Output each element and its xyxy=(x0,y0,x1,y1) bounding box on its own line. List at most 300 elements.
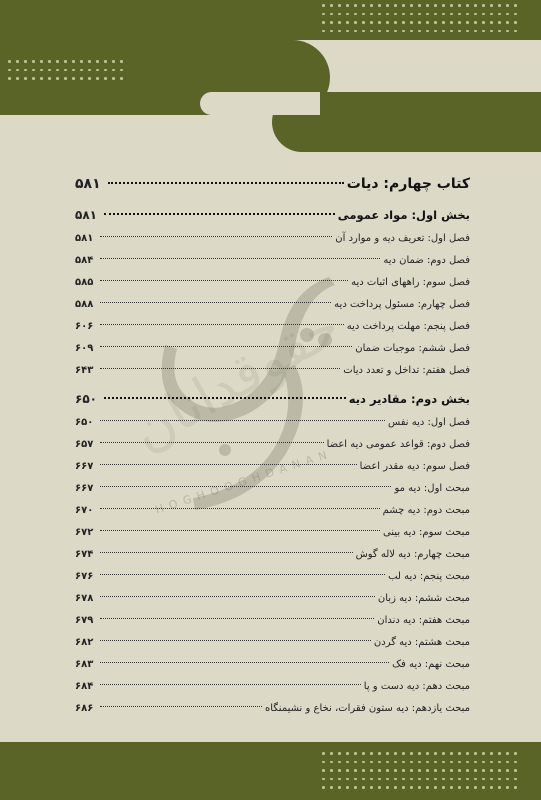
dot xyxy=(410,30,413,33)
dot xyxy=(474,761,477,764)
dot xyxy=(506,769,509,772)
dot xyxy=(506,21,509,24)
dot xyxy=(48,60,51,63)
dot xyxy=(24,69,27,72)
dot xyxy=(386,13,389,16)
toc-leader xyxy=(100,236,332,237)
dot xyxy=(418,778,421,781)
dot xyxy=(434,21,437,24)
toc-part2-title: بخش دوم: مقادیر دیه xyxy=(348,392,470,406)
toc-entry-title: مبحث دوم: دیه چشم xyxy=(382,505,470,516)
dot xyxy=(378,30,381,33)
dot xyxy=(346,786,349,789)
dot xyxy=(458,4,461,7)
dot xyxy=(490,778,493,781)
dot xyxy=(434,13,437,16)
dot xyxy=(506,13,509,16)
toc-entry-title: فصل اول: دیه نفس xyxy=(388,417,470,428)
toc-part2-list xyxy=(75,412,470,720)
dot xyxy=(498,4,501,7)
toc-entry-page: ۶۶۷ xyxy=(75,483,94,494)
dot xyxy=(418,13,421,16)
dot xyxy=(88,77,91,80)
dot xyxy=(338,30,341,33)
toc-entry-page: ۶۷۶ xyxy=(75,571,94,582)
dot xyxy=(490,769,493,772)
dot xyxy=(514,786,517,789)
toc-entry-page: ۶۷۹ xyxy=(75,615,94,626)
dot xyxy=(16,69,19,72)
dot xyxy=(394,30,397,33)
dot xyxy=(394,786,397,789)
dot xyxy=(330,769,333,772)
dot xyxy=(474,769,477,772)
dot xyxy=(386,769,389,772)
toc-entry-row[interactable] xyxy=(75,566,470,588)
dot xyxy=(112,69,115,72)
dot xyxy=(330,30,333,33)
dot xyxy=(426,778,429,781)
dot xyxy=(378,752,381,755)
dot xyxy=(370,30,373,33)
dot xyxy=(514,769,517,772)
dot xyxy=(466,30,469,33)
dot xyxy=(498,13,501,16)
dot xyxy=(482,786,485,789)
dot xyxy=(466,752,469,755)
dot xyxy=(458,752,461,755)
toc-entry-page: ۶۸۴ xyxy=(75,681,94,692)
toc-leader xyxy=(100,640,371,641)
dot xyxy=(64,69,67,72)
dot xyxy=(48,77,51,80)
dot xyxy=(482,4,485,7)
dot xyxy=(474,30,477,33)
dot xyxy=(386,4,389,7)
toc-entry-title: فصل دوم: قواعد عمومی دیه اعضا xyxy=(326,439,470,450)
dot xyxy=(394,769,397,772)
dot xyxy=(474,4,477,7)
dot xyxy=(370,786,373,789)
dot xyxy=(458,769,461,772)
dot xyxy=(506,786,509,789)
watermark-latin: HOGHOOGHDANAN xyxy=(153,446,335,517)
dot xyxy=(402,13,405,16)
toc-entry-row[interactable] xyxy=(75,250,470,272)
dot xyxy=(386,752,389,755)
toc-entry-page: ۶۷۲ xyxy=(75,527,94,538)
dot xyxy=(402,30,405,33)
dot xyxy=(88,69,91,72)
dot xyxy=(362,761,365,764)
dot xyxy=(418,4,421,7)
dot xyxy=(498,761,501,764)
dot xyxy=(354,769,357,772)
dot xyxy=(338,778,341,781)
toc-entry-title: مبحث نهم: دیه فک xyxy=(392,659,470,670)
dot xyxy=(482,761,485,764)
toc-book-title: کتاب چهارم: دیات xyxy=(346,176,470,192)
dot xyxy=(322,761,325,764)
dot xyxy=(16,60,19,63)
dot xyxy=(482,21,485,24)
dot xyxy=(104,77,107,80)
dot xyxy=(426,30,429,33)
dot xyxy=(378,13,381,16)
toc-entry-row[interactable] xyxy=(75,676,470,698)
dot xyxy=(32,77,35,80)
dot xyxy=(24,77,27,80)
dot xyxy=(450,30,453,33)
dot xyxy=(80,77,83,80)
toc-entry-title: مبحث چهارم: دیه لاله گوش xyxy=(355,549,470,560)
watermark-text: حقوقدانان xyxy=(120,294,351,464)
toc-entry-page: ۵۸۸ xyxy=(75,299,94,310)
dot xyxy=(450,786,453,789)
toc-entry-row[interactable] xyxy=(75,632,470,654)
toc-entry-row[interactable] xyxy=(75,698,470,720)
dot xyxy=(506,752,509,755)
dot xyxy=(338,786,341,789)
toc-leader xyxy=(100,464,357,465)
dot xyxy=(442,752,445,755)
dot xyxy=(40,77,43,80)
dot xyxy=(322,30,325,33)
dot xyxy=(346,30,349,33)
dot xyxy=(434,761,437,764)
dot xyxy=(112,77,115,80)
toc-entry-row[interactable] xyxy=(75,338,470,360)
toc-leader xyxy=(100,258,380,259)
dot xyxy=(338,4,341,7)
dot xyxy=(80,60,83,63)
dot xyxy=(330,778,333,781)
toc-leader xyxy=(100,442,324,443)
toc-entry-page: ۵۸۵ xyxy=(75,277,94,288)
dot xyxy=(498,21,501,24)
toc-leader xyxy=(100,662,389,663)
dot xyxy=(442,4,445,7)
dot xyxy=(330,752,333,755)
dot xyxy=(88,60,91,63)
toc-entry-title: مبحث ششم: دیه زبان xyxy=(377,593,470,604)
dot xyxy=(120,60,123,63)
dot xyxy=(354,21,357,24)
dot xyxy=(394,752,397,755)
dot xyxy=(394,21,397,24)
dot xyxy=(24,60,27,63)
dot xyxy=(56,69,59,72)
dot xyxy=(498,769,501,772)
toc-entry-title: مبحث سوم: دیه بینی xyxy=(382,527,470,538)
dot xyxy=(56,60,59,63)
dot xyxy=(346,761,349,764)
dot xyxy=(56,77,59,80)
toc-entry-row[interactable] xyxy=(75,412,470,434)
dot xyxy=(322,786,325,789)
toc-leader xyxy=(100,530,380,531)
toc-entry-page: ۵۸۱ xyxy=(75,233,94,244)
dot xyxy=(506,778,509,781)
dot xyxy=(362,13,365,16)
toc-entry-row[interactable] xyxy=(75,478,470,500)
toc-entry-row[interactable] xyxy=(75,544,470,566)
dot xyxy=(490,761,493,764)
dot xyxy=(466,786,469,789)
dot xyxy=(442,786,445,789)
dot xyxy=(370,778,373,781)
dot xyxy=(514,761,517,764)
dot xyxy=(96,69,99,72)
dot xyxy=(330,21,333,24)
toc-entry-page: ۶۰۶ xyxy=(75,321,94,332)
toc-leader xyxy=(104,213,335,215)
toc-entry-row[interactable] xyxy=(75,272,470,294)
dot xyxy=(506,4,509,7)
toc-leader xyxy=(100,368,340,369)
dot xyxy=(410,21,413,24)
dot xyxy=(418,761,421,764)
dot xyxy=(458,13,461,16)
dot xyxy=(322,752,325,755)
dot xyxy=(450,761,453,764)
dot xyxy=(378,4,381,7)
toc-leader xyxy=(100,552,353,553)
dot xyxy=(442,21,445,24)
dot xyxy=(466,21,469,24)
dot xyxy=(458,778,461,781)
dot xyxy=(354,752,357,755)
dot xyxy=(418,769,421,772)
dot xyxy=(394,761,397,764)
toc-entry-page: ۶۰۹ xyxy=(75,343,94,354)
dot xyxy=(8,77,11,80)
dot xyxy=(120,69,123,72)
dot xyxy=(498,786,501,789)
dot xyxy=(346,769,349,772)
dot xyxy=(482,778,485,781)
dot xyxy=(354,761,357,764)
dot xyxy=(458,761,461,764)
dot xyxy=(32,69,35,72)
dot xyxy=(442,761,445,764)
dot xyxy=(322,21,325,24)
dot xyxy=(362,769,365,772)
toc-entry-row[interactable] xyxy=(75,500,470,522)
dot xyxy=(80,69,83,72)
dot xyxy=(378,769,381,772)
toc-leader xyxy=(100,596,375,597)
dot xyxy=(474,778,477,781)
dot xyxy=(64,60,67,63)
dot xyxy=(120,77,123,80)
dot xyxy=(466,761,469,764)
dot xyxy=(442,778,445,781)
dot xyxy=(362,21,365,24)
dot-grid-footer xyxy=(322,752,517,789)
dot xyxy=(40,60,43,63)
dot xyxy=(32,60,35,63)
toc-entry-title: فصل پنجم: مهلت پرداخت دیه xyxy=(346,321,470,332)
dot xyxy=(346,778,349,781)
toc-entry-page: ۶۷۰ xyxy=(75,505,94,516)
toc-part1-list xyxy=(75,228,470,382)
toc-entry-row[interactable] xyxy=(75,434,470,456)
toc-entry-title: فصل اول: تعریف دیه و موارد آن xyxy=(335,233,470,244)
dot xyxy=(322,769,325,772)
toc-entry-title: فصل چهارم: مسئول پرداخت دیه xyxy=(334,299,470,310)
dot xyxy=(410,786,413,789)
dot xyxy=(338,769,341,772)
dot xyxy=(426,752,429,755)
toc-leader xyxy=(100,346,352,347)
dot xyxy=(482,769,485,772)
dot xyxy=(410,4,413,7)
dot xyxy=(514,4,517,7)
toc-entry-row[interactable] xyxy=(75,522,470,544)
dot xyxy=(370,769,373,772)
dot xyxy=(362,4,365,7)
dot xyxy=(370,4,373,7)
dot xyxy=(402,4,405,7)
toc-entry-row[interactable] xyxy=(75,456,470,478)
dot xyxy=(410,761,413,764)
dot xyxy=(346,752,349,755)
dot xyxy=(322,4,325,7)
dot xyxy=(410,769,413,772)
dot xyxy=(370,21,373,24)
dot xyxy=(370,752,373,755)
toc-book-row[interactable] xyxy=(75,170,470,198)
toc-entry-row[interactable] xyxy=(75,316,470,338)
dot xyxy=(346,13,349,16)
dot xyxy=(330,13,333,16)
toc-entry-title: مبحث هفتم: دیه دندان xyxy=(377,615,470,626)
dot xyxy=(450,21,453,24)
dot xyxy=(354,786,357,789)
dot xyxy=(490,30,493,33)
dot xyxy=(418,21,421,24)
dot xyxy=(426,769,429,772)
dot xyxy=(104,60,107,63)
dot xyxy=(354,778,357,781)
dot xyxy=(394,778,397,781)
toc-entry-row[interactable] xyxy=(75,228,470,250)
toc-entry-row[interactable] xyxy=(75,610,470,632)
toc-entry-title: فصل سوم: راههای اثبات دیه xyxy=(351,277,470,288)
dot xyxy=(40,69,43,72)
dot xyxy=(498,778,501,781)
toc-entry-row[interactable] xyxy=(75,654,470,676)
dot xyxy=(72,69,75,72)
dot xyxy=(474,21,477,24)
toc-entry-page: ۶۵۰ xyxy=(75,417,94,428)
dot xyxy=(402,761,405,764)
toc-entry-title: مبحث دهم: دیه دست و پا xyxy=(363,681,470,692)
dot xyxy=(410,13,413,16)
dot xyxy=(370,761,373,764)
dot xyxy=(338,761,341,764)
toc-entry-row[interactable] xyxy=(75,588,470,610)
dot xyxy=(482,752,485,755)
toc-part1-title: بخش اول: مواد عمومی xyxy=(337,208,470,222)
dot xyxy=(466,778,469,781)
dot xyxy=(402,778,405,781)
toc-leader xyxy=(100,324,344,325)
dot xyxy=(426,21,429,24)
dot xyxy=(378,21,381,24)
dot xyxy=(474,752,477,755)
table-of-contents xyxy=(75,170,470,720)
toc-leader xyxy=(100,684,361,685)
dot xyxy=(498,752,501,755)
dot xyxy=(434,769,437,772)
dot xyxy=(514,778,517,781)
toc-entry-title: مبحث هشتم: دیه گردن xyxy=(373,637,470,648)
dot xyxy=(458,21,461,24)
toc-entry-row[interactable] xyxy=(75,360,470,382)
toc-part2-row[interactable] xyxy=(75,386,470,412)
dot xyxy=(442,30,445,33)
toc-part2-page: ۶۵۰ xyxy=(75,392,97,406)
dot xyxy=(112,60,115,63)
dot xyxy=(338,21,341,24)
dot xyxy=(96,60,99,63)
toc-entry-title: مبحث یازدهم: دیه ستون فقرات، نخاع و نشیمنگاه xyxy=(265,703,470,714)
dot-grid-top-right xyxy=(322,4,517,32)
dot xyxy=(48,69,51,72)
dot xyxy=(402,769,405,772)
dot xyxy=(434,4,437,7)
dot xyxy=(394,13,397,16)
dot xyxy=(450,13,453,16)
dot xyxy=(426,786,429,789)
toc-leader xyxy=(100,706,262,707)
dot xyxy=(386,761,389,764)
dot xyxy=(450,769,453,772)
dot xyxy=(402,752,405,755)
dot xyxy=(346,21,349,24)
dot xyxy=(104,69,107,72)
toc-part1-row[interactable] xyxy=(75,202,470,228)
dot xyxy=(442,769,445,772)
toc-entry-row[interactable] xyxy=(75,294,470,316)
dot xyxy=(354,30,357,33)
dot xyxy=(458,786,461,789)
dot xyxy=(402,21,405,24)
dot xyxy=(426,4,429,7)
toc-leader xyxy=(100,302,331,303)
dot xyxy=(490,786,493,789)
dot xyxy=(394,4,397,7)
dot xyxy=(514,21,517,24)
toc-entry-page: ۶۸۲ xyxy=(75,637,94,648)
dot xyxy=(434,786,437,789)
dot xyxy=(362,752,365,755)
dot xyxy=(418,786,421,789)
toc-entry-title: فصل ششم: موجبات ضمان xyxy=(355,343,470,354)
dot xyxy=(8,69,11,72)
dot xyxy=(458,30,461,33)
dot xyxy=(330,4,333,7)
dot xyxy=(338,752,341,755)
dot xyxy=(386,30,389,33)
dot xyxy=(442,13,445,16)
toc-entry-page: ۶۷۸ xyxy=(75,593,94,604)
toc-entry-page: ۶۶۷ xyxy=(75,461,94,472)
dot xyxy=(402,786,405,789)
toc-entry-title: فصل سوم: دیه مقدر اعضا xyxy=(359,461,470,472)
